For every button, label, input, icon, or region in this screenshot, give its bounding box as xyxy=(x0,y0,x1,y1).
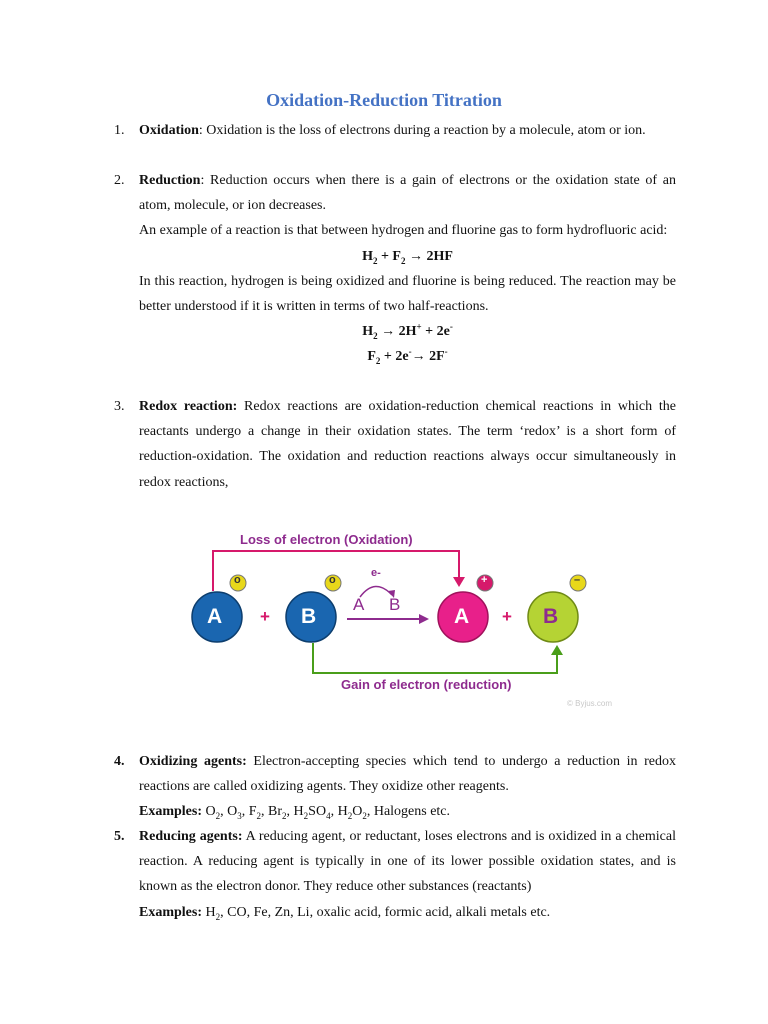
transfer-arrowhead xyxy=(419,614,429,624)
term-oxidizing-agents: Oxidizing agents: xyxy=(139,754,247,769)
definition-text: Electron-accepting species which tend to undergo a reduction in redox reactions are called oxidizing agents. They oxidize other reagents. xyxy=(139,754,676,795)
electron-curve xyxy=(360,586,392,597)
item-number: 1. xyxy=(114,123,125,138)
half-reaction-oxidation: $H_2 \to 2H^+ + 2e^-$ xyxy=(362,321,453,342)
oxidation-arrowhead xyxy=(453,577,465,587)
examples-label: Examples: xyxy=(139,804,202,820)
example-text: An example of a reaction is that between hydrogen and fluorine gas to form hydrofluoric acid: xyxy=(139,223,668,239)
charge-positive: + xyxy=(481,574,488,586)
examples-line: Examples: $O_2$, $O_3$, $F_2$, $Br_2$, $H_2SO_4$, $H_2O_2$, Halogens etc. xyxy=(139,804,451,822)
plus-sign-left: + xyxy=(260,607,270,626)
arrow-label-b: B xyxy=(389,595,401,614)
list-item-reducing-agents xyxy=(114,824,676,925)
plus-sign-right: + xyxy=(502,607,512,626)
item-number: 3. xyxy=(114,399,125,414)
charge-negative: – xyxy=(574,574,581,586)
list-item-reduction xyxy=(114,168,676,370)
half-reaction-reduction: $F_2 + 2e^-\to 2F^-$ xyxy=(367,346,448,367)
term-reduction: Reduction xyxy=(139,173,201,188)
term-redox: Redox reaction: xyxy=(139,399,238,414)
charge-neutral-a: o xyxy=(234,574,241,586)
separator: : xyxy=(200,173,205,188)
oxidation-label: Loss of electron (Oxidation) xyxy=(240,532,413,547)
term-reducing-agents: Reducing agents: xyxy=(139,829,243,844)
atom-a-left-letter: A xyxy=(207,605,223,628)
examples-line: Examples: $H_2$, CO, Fe, Zn, Li, oxalic acid, formic acid, alkali metals etc. xyxy=(139,904,551,922)
explanation-text: In this reaction, hydrogen is being oxidized and fluorine is being reduced. The reaction may be better understood if it is written in terms of two half-reactions. xyxy=(139,273,676,315)
list-item-oxidation xyxy=(114,118,676,143)
examples-label: Examples: xyxy=(139,904,202,920)
list-item-redox xyxy=(114,394,676,495)
electron-label: e- xyxy=(371,567,381,579)
item-number: 2. xyxy=(114,173,125,188)
definition-text: Reduction occurs when there is a gain of electrons or the oxidation state of an atom, molecule, or ion decreases. xyxy=(139,173,676,214)
atom-b-right-letter: B xyxy=(543,605,559,628)
reduction-path xyxy=(313,643,557,673)
list-item-oxidizing-agents xyxy=(114,749,676,825)
reduction-label: Gain of electron (reduction) xyxy=(341,677,512,692)
charge-neutral-b: o xyxy=(329,574,336,586)
atom-b-left-letter: B xyxy=(301,605,317,628)
arrow-label-a: A xyxy=(353,595,365,614)
definition-text: A reducing agent, or reductant, loses electrons and is oxidized in a chemical reaction. A reducing agent is typically in one of its lower possible oxidation states, and is known as the electron donor. They reduce other substances (reactants) xyxy=(139,829,676,895)
definition-text: Redox reactions are oxidation-reduction chemical reactions in which the reactants undergo a change in their oxidation states. The term ‘redox’ is a short form of reduction-oxidation. The oxidation and reduction reactions always occur simultaneously in redox reactions, xyxy=(139,399,676,490)
item-number: 5. xyxy=(114,829,125,844)
equation-main: $H_2 + F_2 \to 2HF$ xyxy=(362,248,453,266)
watermark: © Byjus.com xyxy=(567,699,613,708)
atom-a-right-letter: A xyxy=(454,605,470,628)
separator: : xyxy=(198,123,203,138)
redox-diagram xyxy=(185,525,625,715)
item-number: 4. xyxy=(114,754,125,769)
term-oxidation: Oxidation xyxy=(139,123,199,138)
definition-text: Oxidation is the loss of electrons during a reaction by a molecule, atom or ion. xyxy=(202,123,646,138)
page-title: Oxidation-Reduction Titration xyxy=(266,90,502,110)
reduction-arrowhead xyxy=(551,645,563,655)
